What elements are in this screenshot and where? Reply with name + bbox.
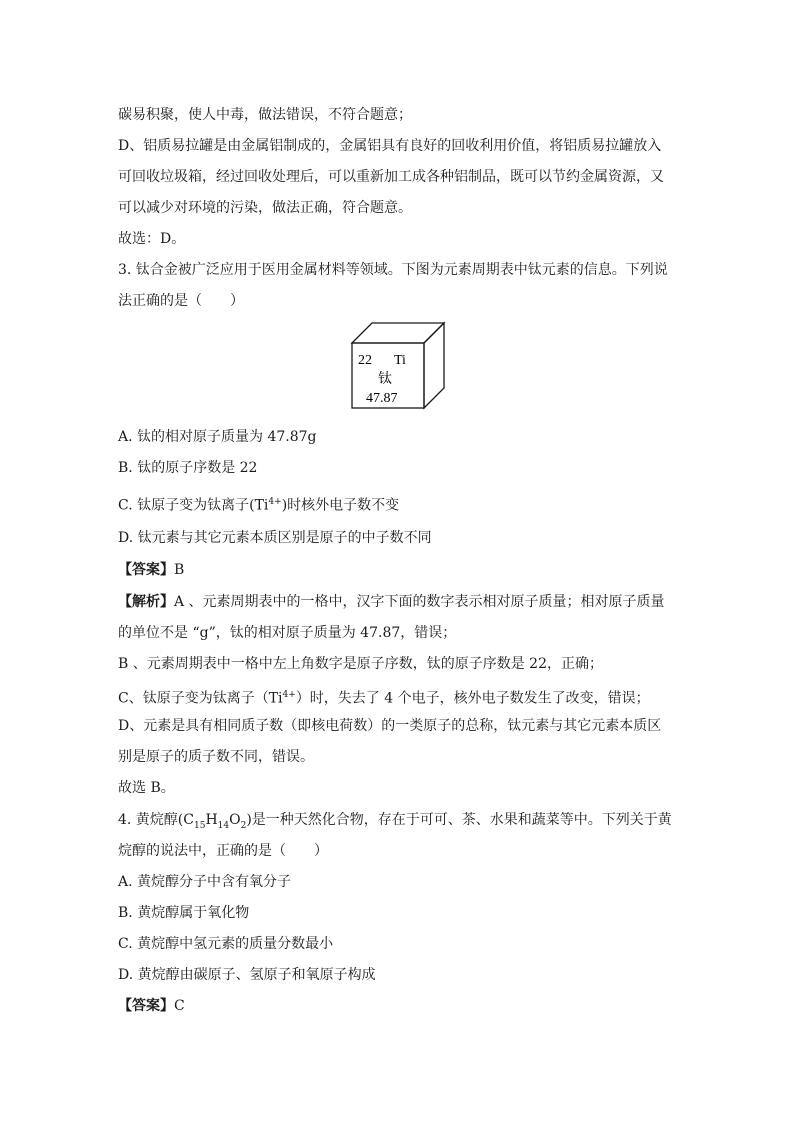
text-line: 可回收垃圾箱，经过回收处理后，可以重新加工成各种铝制品，既可以节约金属资源，又	[118, 169, 664, 185]
element-name: 钛	[378, 371, 392, 387]
subscript: 15	[193, 820, 206, 831]
analysis-line: 别是原子的质子数不同，错误。	[118, 749, 314, 765]
q3-choose: 故选 B。	[118, 780, 175, 796]
ion-charge: 4+	[268, 497, 282, 507]
q3-stem: 3. 钛合金被广泛应用于医用金属材料等领域。下图为元素周期表中钛元素的信息。下列说	[118, 262, 668, 278]
q4-option-b: B. 黄烷醇属于氧化物	[118, 905, 250, 921]
analysis-label: 【解析】	[118, 594, 174, 610]
element-cube-drawing	[350, 320, 450, 415]
answer-value: B	[174, 562, 185, 578]
q4-stem-text-end: )是一种天然化合物，存在于可可、茶、水果和蔬菜等中。下列关于黄	[246, 812, 672, 828]
q3-option-d: D. 钛元素与其它元素本质区别是原子的中子数不同	[118, 530, 432, 546]
text-line: D、铝质易拉罐是由金属铝制成的，金属铝具有良好的回收利用价值，将铝质易拉罐放入	[118, 138, 662, 154]
atomic-number: 22	[358, 353, 372, 368]
subscript: 2	[240, 820, 247, 831]
q4-option-c: C. 黄烷醇中氢元素的质量分数最小	[118, 936, 334, 952]
analysis-line: 的单位不是 “g”，钛的相对原子质量为 47.87，错误；	[118, 625, 457, 641]
q4-answer	[118, 996, 185, 1016]
answer-label: 【答案】	[118, 998, 174, 1014]
option-c-text-end: )时核外电子数不变	[281, 497, 400, 514]
formula-h: H	[205, 812, 218, 828]
q4-option-d: D. 黄烷醇由碳原子、氢原子和氧原子构成	[118, 967, 376, 983]
periodic-element-cell	[350, 320, 450, 419]
analysis-text: A 、元素周期表中的一格中，汉字下面的数字表示相对原子质量；相对原子质量	[174, 594, 665, 610]
analysis-text-end: ）时，失去了 4 个电子，核外电子数发生了改变，错误；	[295, 690, 650, 707]
atomic-mass: 47.87	[366, 391, 398, 406]
analysis-line: B 、元素周期表中一格中左上角数字是原子序数，钛的原子序数是 22，正确；	[118, 656, 604, 672]
q3-stem: 法正确的是（ ）	[118, 293, 244, 309]
q3-analysis	[118, 592, 665, 612]
q4-stem: 烷醇的说法中，正确的是（ ）	[118, 843, 328, 859]
q3-option-b: B. 钛的原子序数是 22	[118, 460, 258, 476]
q3-answer	[118, 560, 184, 580]
q4-stem	[118, 810, 672, 836]
q4-stem-text: 4. 黄烷醇(C	[118, 812, 194, 828]
q4-option-a: A. 黄烷醇分子中含有氧分子	[118, 874, 292, 890]
q3-option-a: A. 钛的相对原子质量为 47.87g	[118, 429, 317, 445]
analysis-text: C、钛原子变为钛离子（Ti	[118, 690, 283, 707]
ion-charge: 4+	[282, 690, 296, 700]
formula-o: O	[229, 812, 241, 828]
text-line: 可以减少对环境的污染，做法正确，符合题意。	[118, 200, 412, 216]
text-line: 碳易积聚，使人中毒，做法错误，不符合题意；	[118, 107, 412, 123]
text-line: 故选：D。	[118, 231, 186, 247]
subscript: 14	[217, 820, 230, 831]
answer-value: C	[174, 998, 185, 1014]
answer-label: 【答案】	[118, 562, 174, 578]
analysis-line: D、元素是具有相同质子数（即核电荷数）的一类原子的总称，钛元素与其它元素本质区	[118, 718, 662, 734]
q3-option-c	[118, 492, 399, 516]
ion-symbol: Ti	[254, 497, 269, 514]
analysis-line	[118, 685, 650, 709]
option-c-text: C. 钛原子变为钛离子(	[118, 497, 255, 514]
element-symbol: Ti	[394, 353, 406, 368]
